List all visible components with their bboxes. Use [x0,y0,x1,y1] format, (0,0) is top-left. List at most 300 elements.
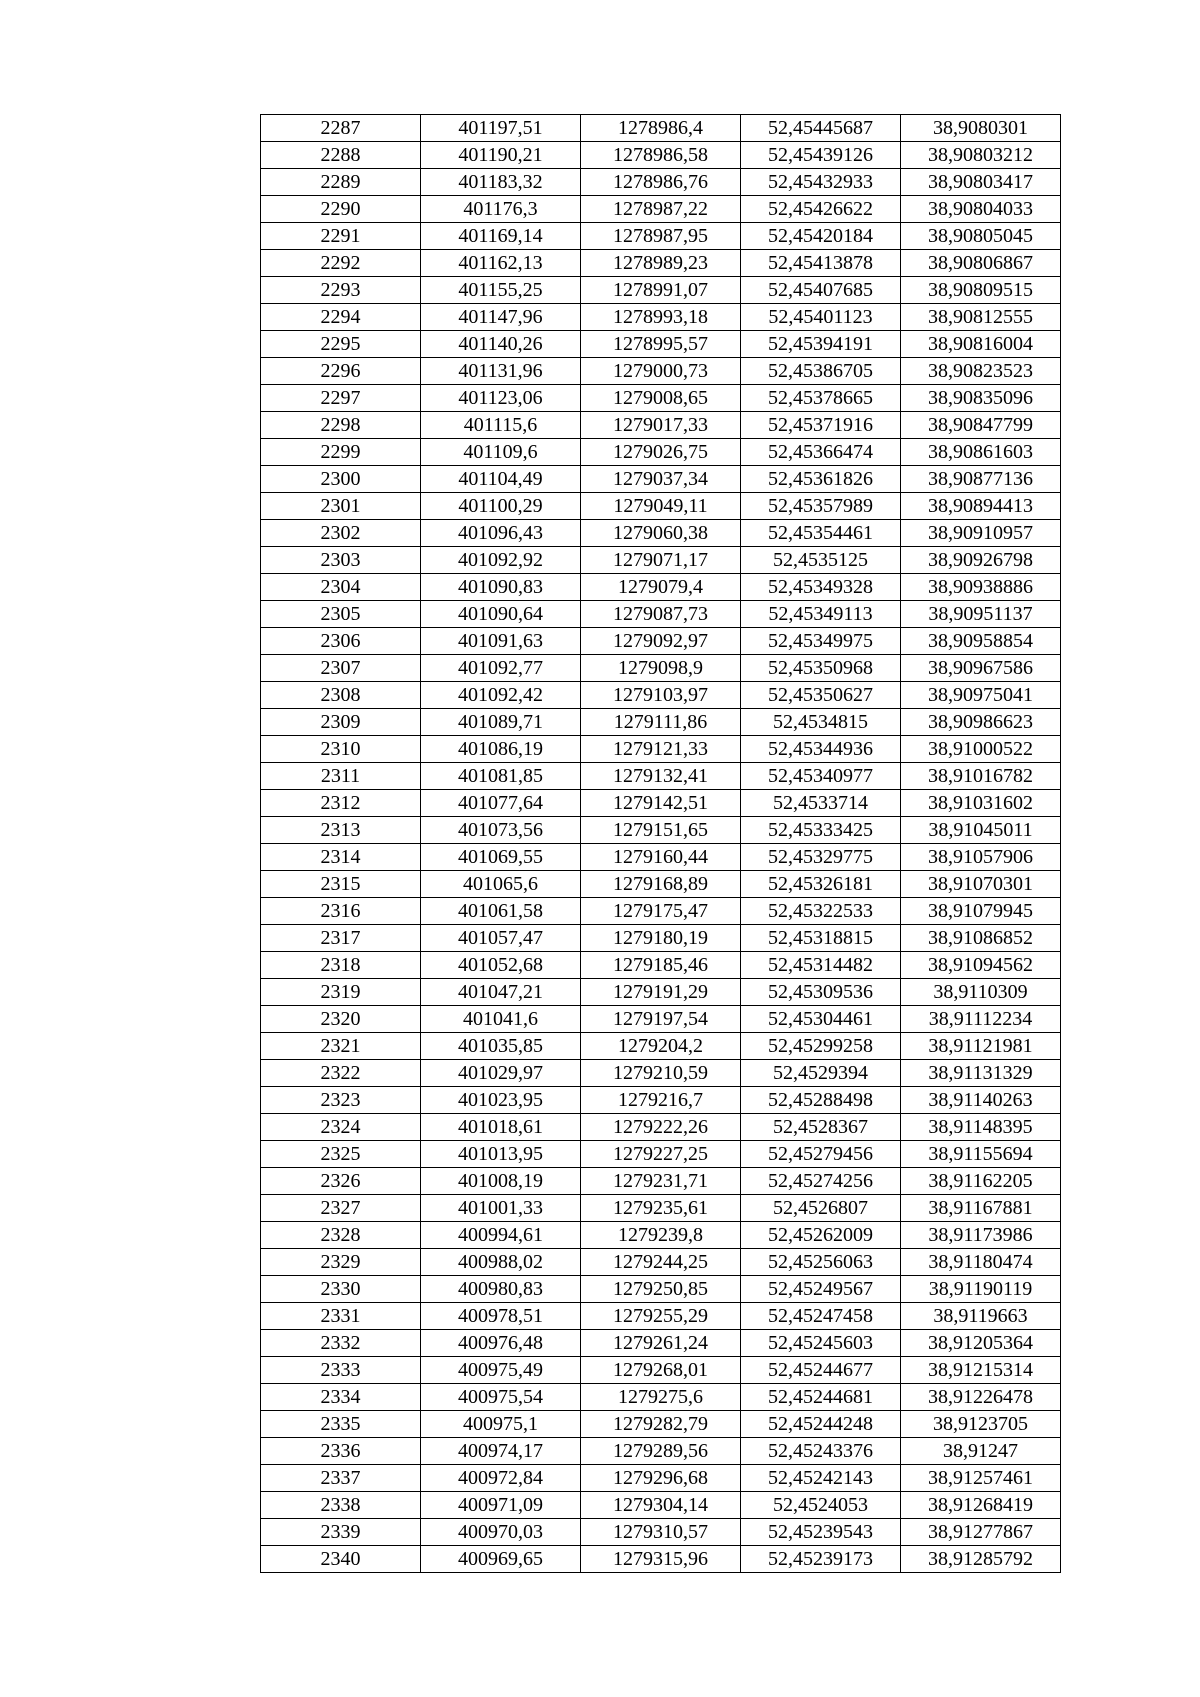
x-coordinate-cell: 400972,84 [421,1465,581,1492]
table-row [261,1384,1061,1411]
x-coordinate-cell: 401001,33 [421,1195,581,1222]
table-row [261,250,1061,277]
point-number-cell: 2290 [261,196,421,223]
longitude-cell: 38,91131329 [901,1060,1061,1087]
point-number-cell: 2307 [261,655,421,682]
x-coordinate-cell: 401104,49 [421,466,581,493]
latitude-cell: 52,4528367 [741,1114,901,1141]
y-coordinate-cell: 1278991,07 [581,277,741,304]
x-coordinate-cell: 401183,32 [421,169,581,196]
longitude-cell: 38,90861603 [901,439,1061,466]
longitude-cell: 38,90910957 [901,520,1061,547]
table-row [261,898,1061,925]
y-coordinate-cell: 1279060,38 [581,520,741,547]
y-coordinate-cell: 1279079,4 [581,574,741,601]
x-coordinate-cell: 401089,71 [421,709,581,736]
point-number-cell: 2296 [261,358,421,385]
x-coordinate-cell: 401061,58 [421,898,581,925]
latitude-cell: 52,45242143 [741,1465,901,1492]
point-number-cell: 2306 [261,628,421,655]
latitude-cell: 52,45432933 [741,169,901,196]
point-number-cell: 2289 [261,169,421,196]
point-number-cell: 2319 [261,979,421,1006]
longitude-cell: 38,91155694 [901,1141,1061,1168]
latitude-cell: 52,45239543 [741,1519,901,1546]
longitude-cell: 38,91226478 [901,1384,1061,1411]
y-coordinate-cell: 1279268,01 [581,1357,741,1384]
longitude-cell: 38,91205364 [901,1330,1061,1357]
point-number-cell: 2312 [261,790,421,817]
y-coordinate-cell: 1279261,24 [581,1330,741,1357]
x-coordinate-cell: 400994,61 [421,1222,581,1249]
table-row [261,1195,1061,1222]
y-coordinate-cell: 1278989,23 [581,250,741,277]
x-coordinate-cell: 401035,85 [421,1033,581,1060]
point-number-cell: 2300 [261,466,421,493]
x-coordinate-cell: 400971,09 [421,1492,581,1519]
latitude-cell: 52,45420184 [741,223,901,250]
table-row [261,1546,1061,1573]
point-number-cell: 2315 [261,871,421,898]
table-row [261,844,1061,871]
y-coordinate-cell: 1279026,75 [581,439,741,466]
y-coordinate-cell: 1279222,26 [581,1114,741,1141]
table-row [261,790,1061,817]
table-row [261,466,1061,493]
longitude-cell: 38,91257461 [901,1465,1061,1492]
x-coordinate-cell: 401069,55 [421,844,581,871]
x-coordinate-cell: 400969,65 [421,1546,581,1573]
point-number-cell: 2292 [261,250,421,277]
longitude-cell: 38,9080301 [901,115,1061,142]
latitude-cell: 52,45318815 [741,925,901,952]
point-number-cell: 2322 [261,1060,421,1087]
point-number-cell: 2328 [261,1222,421,1249]
longitude-cell: 38,9110309 [901,979,1061,1006]
x-coordinate-cell: 401190,21 [421,142,581,169]
latitude-cell: 52,45274256 [741,1168,901,1195]
longitude-cell: 38,91094562 [901,952,1061,979]
y-coordinate-cell: 1279197,54 [581,1006,741,1033]
y-coordinate-cell: 1279255,29 [581,1303,741,1330]
table-row [261,1357,1061,1384]
latitude-cell: 52,4533714 [741,790,901,817]
latitude-cell: 52,45244248 [741,1411,901,1438]
longitude-cell: 38,90958854 [901,628,1061,655]
x-coordinate-cell: 401013,95 [421,1141,581,1168]
point-number-cell: 2311 [261,763,421,790]
table-row [261,1222,1061,1249]
latitude-cell: 52,45349113 [741,601,901,628]
latitude-cell: 52,45247458 [741,1303,901,1330]
x-coordinate-cell: 401109,6 [421,439,581,466]
latitude-cell: 52,45244681 [741,1384,901,1411]
x-coordinate-cell: 401140,26 [421,331,581,358]
longitude-cell: 38,91112234 [901,1006,1061,1033]
point-number-cell: 2301 [261,493,421,520]
x-coordinate-cell: 401086,19 [421,736,581,763]
latitude-cell: 52,45349328 [741,574,901,601]
longitude-cell: 38,9119663 [901,1303,1061,1330]
y-coordinate-cell: 1278995,57 [581,331,741,358]
longitude-cell: 38,91162205 [901,1168,1061,1195]
point-number-cell: 2291 [261,223,421,250]
point-number-cell: 2334 [261,1384,421,1411]
y-coordinate-cell: 1279087,73 [581,601,741,628]
x-coordinate-cell: 401090,64 [421,601,581,628]
x-coordinate-cell: 401115,6 [421,412,581,439]
point-number-cell: 2339 [261,1519,421,1546]
longitude-cell: 38,90804033 [901,196,1061,223]
point-number-cell: 2305 [261,601,421,628]
table-row [261,547,1061,574]
point-number-cell: 2314 [261,844,421,871]
longitude-cell: 38,91167881 [901,1195,1061,1222]
table-row [261,412,1061,439]
x-coordinate-cell: 401092,42 [421,682,581,709]
y-coordinate-cell: 1279151,65 [581,817,741,844]
table-row [261,115,1061,142]
longitude-cell: 38,90806867 [901,250,1061,277]
latitude-cell: 52,45256063 [741,1249,901,1276]
table-row [261,1006,1061,1033]
point-number-cell: 2310 [261,736,421,763]
y-coordinate-cell: 1279168,89 [581,871,741,898]
longitude-cell: 38,90816004 [901,331,1061,358]
table-row [261,142,1061,169]
y-coordinate-cell: 1279231,71 [581,1168,741,1195]
longitude-cell: 38,91057906 [901,844,1061,871]
longitude-cell: 38,90877136 [901,466,1061,493]
table-row [261,1060,1061,1087]
x-coordinate-cell: 400980,83 [421,1276,581,1303]
y-coordinate-cell: 1279103,97 [581,682,741,709]
x-coordinate-cell: 401047,21 [421,979,581,1006]
longitude-cell: 38,91180474 [901,1249,1061,1276]
latitude-cell: 52,45354461 [741,520,901,547]
y-coordinate-cell: 1279092,97 [581,628,741,655]
x-coordinate-cell: 401155,25 [421,277,581,304]
longitude-cell: 38,91031602 [901,790,1061,817]
x-coordinate-cell: 401018,61 [421,1114,581,1141]
table-row [261,1411,1061,1438]
longitude-cell: 38,90938886 [901,574,1061,601]
table-row [261,1303,1061,1330]
point-number-cell: 2336 [261,1438,421,1465]
table-row [261,1519,1061,1546]
x-coordinate-cell: 400974,17 [421,1438,581,1465]
coordinates-table [260,114,1061,1573]
point-number-cell: 2288 [261,142,421,169]
x-coordinate-cell: 401100,29 [421,493,581,520]
table-row [261,709,1061,736]
latitude-cell: 52,4524053 [741,1492,901,1519]
y-coordinate-cell: 1279204,2 [581,1033,741,1060]
point-number-cell: 2320 [261,1006,421,1033]
longitude-cell: 38,91070301 [901,871,1061,898]
y-coordinate-cell: 1279282,79 [581,1411,741,1438]
latitude-cell: 52,4534815 [741,709,901,736]
longitude-cell: 38,90805045 [901,223,1061,250]
longitude-cell: 38,9123705 [901,1411,1061,1438]
latitude-cell: 52,45401123 [741,304,901,331]
y-coordinate-cell: 1279310,57 [581,1519,741,1546]
table-row [261,574,1061,601]
y-coordinate-cell: 1279275,6 [581,1384,741,1411]
y-coordinate-cell: 1278993,18 [581,304,741,331]
x-coordinate-cell: 401091,63 [421,628,581,655]
table-row [261,1114,1061,1141]
table-row [261,493,1061,520]
table-row [261,1033,1061,1060]
y-coordinate-cell: 1278986,76 [581,169,741,196]
table-row [261,979,1061,1006]
x-coordinate-cell: 401197,51 [421,115,581,142]
x-coordinate-cell: 401081,85 [421,763,581,790]
latitude-cell: 52,45322533 [741,898,901,925]
longitude-cell: 38,90803417 [901,169,1061,196]
latitude-cell: 52,45243376 [741,1438,901,1465]
point-number-cell: 2294 [261,304,421,331]
x-coordinate-cell: 400975,49 [421,1357,581,1384]
y-coordinate-cell: 1279227,25 [581,1141,741,1168]
y-coordinate-cell: 1279175,47 [581,898,741,925]
point-number-cell: 2337 [261,1465,421,1492]
y-coordinate-cell: 1278987,95 [581,223,741,250]
y-coordinate-cell: 1279191,29 [581,979,741,1006]
longitude-cell: 38,91086852 [901,925,1061,952]
longitude-cell: 38,91000522 [901,736,1061,763]
latitude-cell: 52,45333425 [741,817,901,844]
latitude-cell: 52,45245603 [741,1330,901,1357]
longitude-cell: 38,91215314 [901,1357,1061,1384]
y-coordinate-cell: 1279216,7 [581,1087,741,1114]
y-coordinate-cell: 1279239,8 [581,1222,741,1249]
point-number-cell: 2302 [261,520,421,547]
point-number-cell: 2324 [261,1114,421,1141]
y-coordinate-cell: 1279244,25 [581,1249,741,1276]
y-coordinate-cell: 1279210,59 [581,1060,741,1087]
longitude-cell: 38,90847799 [901,412,1061,439]
longitude-cell: 38,91045011 [901,817,1061,844]
latitude-cell: 52,45350627 [741,682,901,709]
longitude-cell: 38,91173986 [901,1222,1061,1249]
point-number-cell: 2321 [261,1033,421,1060]
table-row [261,925,1061,952]
x-coordinate-cell: 401052,68 [421,952,581,979]
y-coordinate-cell: 1278986,4 [581,115,741,142]
longitude-cell: 38,90823523 [901,358,1061,385]
table-row [261,736,1061,763]
x-coordinate-cell: 401147,96 [421,304,581,331]
table-row [261,1276,1061,1303]
point-number-cell: 2335 [261,1411,421,1438]
point-number-cell: 2329 [261,1249,421,1276]
x-coordinate-cell: 401123,06 [421,385,581,412]
longitude-cell: 38,90809515 [901,277,1061,304]
table-row [261,763,1061,790]
y-coordinate-cell: 1279037,34 [581,466,741,493]
latitude-cell: 52,45262009 [741,1222,901,1249]
longitude-cell: 38,91190119 [901,1276,1061,1303]
longitude-cell: 38,91079945 [901,898,1061,925]
latitude-cell: 52,45378665 [741,385,901,412]
y-coordinate-cell: 1279315,96 [581,1546,741,1573]
latitude-cell: 52,45426622 [741,196,901,223]
point-number-cell: 2287 [261,115,421,142]
point-number-cell: 2309 [261,709,421,736]
table-row [261,1492,1061,1519]
table-row [261,223,1061,250]
x-coordinate-cell: 401162,13 [421,250,581,277]
longitude-cell: 38,91016782 [901,763,1061,790]
table-row [261,1330,1061,1357]
table-row [261,1141,1061,1168]
table-row [261,439,1061,466]
x-coordinate-cell: 401008,19 [421,1168,581,1195]
table-row [261,871,1061,898]
longitude-cell: 38,90926798 [901,547,1061,574]
x-coordinate-cell: 400988,02 [421,1249,581,1276]
point-number-cell: 2317 [261,925,421,952]
y-coordinate-cell: 1279185,46 [581,952,741,979]
y-coordinate-cell: 1279304,14 [581,1492,741,1519]
table-row [261,1249,1061,1276]
x-coordinate-cell: 401090,83 [421,574,581,601]
point-number-cell: 2303 [261,547,421,574]
x-coordinate-cell: 401073,56 [421,817,581,844]
x-coordinate-cell: 401023,95 [421,1087,581,1114]
longitude-cell: 38,91277867 [901,1519,1061,1546]
latitude-cell: 52,45288498 [741,1087,901,1114]
longitude-cell: 38,91268419 [901,1492,1061,1519]
x-coordinate-cell: 400970,03 [421,1519,581,1546]
table-row [261,1465,1061,1492]
x-coordinate-cell: 401077,64 [421,790,581,817]
y-coordinate-cell: 1279132,41 [581,763,741,790]
point-number-cell: 2297 [261,385,421,412]
table-row [261,655,1061,682]
x-coordinate-cell: 401057,47 [421,925,581,952]
latitude-cell: 52,45239173 [741,1546,901,1573]
point-number-cell: 2330 [261,1276,421,1303]
table-row [261,520,1061,547]
longitude-cell: 38,90951137 [901,601,1061,628]
latitude-cell: 52,45361826 [741,466,901,493]
x-coordinate-cell: 401065,6 [421,871,581,898]
latitude-cell: 52,4529394 [741,1060,901,1087]
y-coordinate-cell: 1279071,17 [581,547,741,574]
point-number-cell: 2295 [261,331,421,358]
table-row [261,601,1061,628]
point-number-cell: 2331 [261,1303,421,1330]
latitude-cell: 52,45407685 [741,277,901,304]
latitude-cell: 52,45329775 [741,844,901,871]
latitude-cell: 52,45371916 [741,412,901,439]
point-number-cell: 2293 [261,277,421,304]
point-number-cell: 2298 [261,412,421,439]
x-coordinate-cell: 401041,6 [421,1006,581,1033]
x-coordinate-cell: 401092,92 [421,547,581,574]
x-coordinate-cell: 401092,77 [421,655,581,682]
latitude-cell: 52,45314482 [741,952,901,979]
latitude-cell: 52,45299258 [741,1033,901,1060]
point-number-cell: 2318 [261,952,421,979]
table-row [261,1087,1061,1114]
longitude-cell: 38,91247 [901,1438,1061,1465]
latitude-cell: 52,45413878 [741,250,901,277]
latitude-cell: 52,45344936 [741,736,901,763]
table-row [261,358,1061,385]
latitude-cell: 52,45249567 [741,1276,901,1303]
y-coordinate-cell: 1278987,22 [581,196,741,223]
longitude-cell: 38,90803212 [901,142,1061,169]
table-row [261,169,1061,196]
latitude-cell: 52,45366474 [741,439,901,466]
latitude-cell: 52,45309536 [741,979,901,1006]
latitude-cell: 52,4535125 [741,547,901,574]
table-row [261,1438,1061,1465]
x-coordinate-cell: 400978,51 [421,1303,581,1330]
y-coordinate-cell: 1279098,9 [581,655,741,682]
point-number-cell: 2332 [261,1330,421,1357]
longitude-cell: 38,90986623 [901,709,1061,736]
point-number-cell: 2299 [261,439,421,466]
y-coordinate-cell: 1279049,11 [581,493,741,520]
table-row [261,1168,1061,1195]
longitude-cell: 38,91148395 [901,1114,1061,1141]
x-coordinate-cell: 401029,97 [421,1060,581,1087]
x-coordinate-cell: 401131,96 [421,358,581,385]
y-coordinate-cell: 1279180,19 [581,925,741,952]
point-number-cell: 2338 [261,1492,421,1519]
latitude-cell: 52,45340977 [741,763,901,790]
point-number-cell: 2326 [261,1168,421,1195]
point-number-cell: 2316 [261,898,421,925]
y-coordinate-cell: 1279142,51 [581,790,741,817]
y-coordinate-cell: 1279250,85 [581,1276,741,1303]
x-coordinate-cell: 401169,14 [421,223,581,250]
coordinates-table-body [261,115,1061,1573]
longitude-cell: 38,90835096 [901,385,1061,412]
x-coordinate-cell: 401176,3 [421,196,581,223]
y-coordinate-cell: 1279289,56 [581,1438,741,1465]
y-coordinate-cell: 1279235,61 [581,1195,741,1222]
x-coordinate-cell: 400975,54 [421,1384,581,1411]
latitude-cell: 52,45394191 [741,331,901,358]
y-coordinate-cell: 1279017,33 [581,412,741,439]
latitude-cell: 52,45304461 [741,1006,901,1033]
table-row [261,277,1061,304]
point-number-cell: 2327 [261,1195,421,1222]
latitude-cell: 52,45357989 [741,493,901,520]
y-coordinate-cell: 1278986,58 [581,142,741,169]
y-coordinate-cell: 1279111,86 [581,709,741,736]
table-row [261,196,1061,223]
y-coordinate-cell: 1279296,68 [581,1465,741,1492]
table-row [261,817,1061,844]
table-row [261,304,1061,331]
point-number-cell: 2325 [261,1141,421,1168]
table-row [261,331,1061,358]
longitude-cell: 38,91121981 [901,1033,1061,1060]
longitude-cell: 38,90812555 [901,304,1061,331]
table-row [261,628,1061,655]
table-row [261,682,1061,709]
table-row [261,952,1061,979]
x-coordinate-cell: 401096,43 [421,520,581,547]
longitude-cell: 38,90975041 [901,682,1061,709]
